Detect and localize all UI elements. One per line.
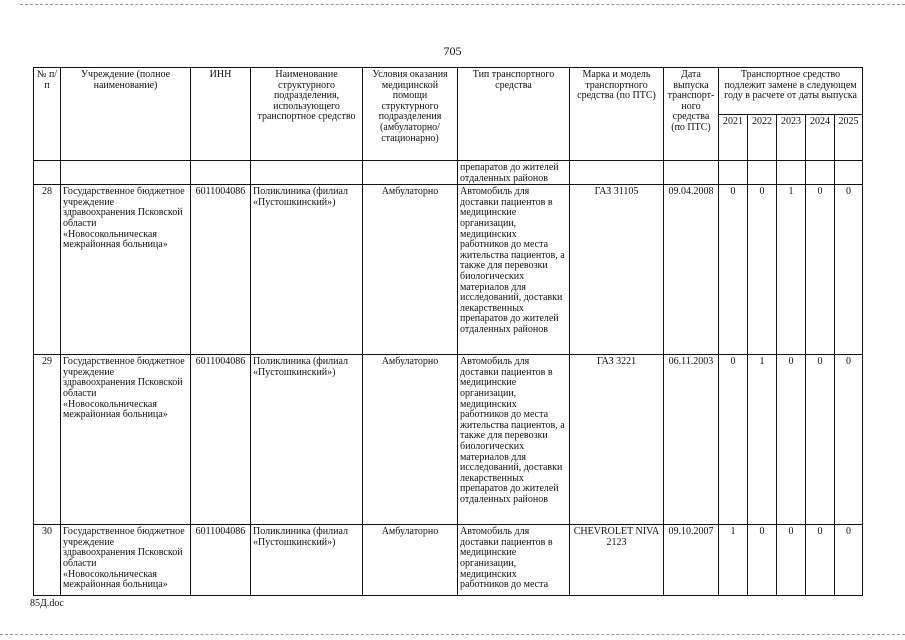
cell-division: Поликлиника (филиал «Пустошкинский»)	[251, 355, 363, 525]
header-num: № п/п	[34, 68, 61, 161]
cell-conditions: Амбулаторно	[363, 185, 458, 355]
file-name-footer: 85Д.doc	[30, 598, 64, 609]
cell-conditions: Амбулаторно	[363, 525, 458, 596]
cell-vehicle-type: препаратов до жителей отдаленных районов	[458, 161, 570, 185]
cell-make-model: CHEVROLET NIVA 2123	[570, 525, 664, 596]
header-vehicle-type: Тип транспортного средства	[458, 68, 570, 161]
header-conditions: Условия оказания медицинской помощи структурного подразделения (амбулаторно/ стационарно)	[363, 68, 458, 161]
cell-vehicle-type: Автомобиль для доставки пациентов в медицинские организации, медицинских работников до места жительства пациентов, а также для перевозки биологических материалов для исследований, доставки лекарственных препаратов до жителей отдаленных районов	[458, 185, 570, 355]
cell-release-date: 06.11.2003	[664, 355, 719, 525]
cell-division: Поликлиника (филиал «Пустошкинский»)	[251, 185, 363, 355]
header-year-2021: 2021	[719, 115, 748, 161]
cell-year-2025: 0	[835, 355, 863, 525]
scan-edge-bottom	[0, 634, 905, 635]
header-year-2022: 2022	[748, 115, 777, 161]
header-replacement: Транспортное средство подлежит замене в следующем году в расчете от даты выпуска	[719, 68, 863, 115]
cell-year-2024: 0	[806, 355, 835, 525]
cell-year-2022: 1	[748, 355, 777, 525]
cell-year-2023: 1	[777, 185, 806, 355]
cell-num: 30	[34, 525, 61, 596]
cell-num: 29	[34, 355, 61, 525]
cell-inn: 6011004086	[191, 185, 251, 355]
cell-year-2025: 0	[835, 185, 863, 355]
cell-conditions: Амбулаторно	[363, 355, 458, 525]
cell-institution: Государственное бюджетное учреждение здравоохранения Псковской области «Новосокольническая межрайонная больница»	[61, 525, 191, 596]
header-make-model: Марка и модель транспортного средства (по ПТС)	[570, 68, 664, 161]
page-number: 705	[443, 44, 462, 58]
cell-release-date: 09.04.2008	[664, 185, 719, 355]
vehicle-table	[33, 67, 863, 596]
cell-division: Поликлиника (филиал «Пустошкинский»)	[251, 525, 363, 596]
cell-vehicle-type: Автомобиль для доставки пациентов в медицинские организации, медицинских работников до места жительства пациентов, а также для перевозки биологических материалов для исследований, доставки лекарственных препаратов до жителей отдаленных районов	[458, 355, 570, 525]
scan-edge-top	[20, 4, 905, 5]
cell-year-2023: 0	[777, 525, 806, 596]
cell-year-2025: 0	[835, 525, 863, 596]
header-institution: Учреждение (полное наименование)	[61, 68, 191, 161]
header-release-date: Дата выпуска транспорт- ного средства (по ПТС)	[664, 68, 719, 161]
cell-year-2021: 0	[719, 355, 748, 525]
cell-year-2024: 0	[806, 525, 835, 596]
cell-year-2024: 0	[806, 185, 835, 355]
header-year-2025: 2025	[835, 115, 863, 161]
cell-vehicle-type: Автомобиль для доставки пациентов в медицинские организации, медицинских работников до места	[458, 525, 570, 596]
cell-release-date: 09.10.2007	[664, 525, 719, 596]
table-row	[34, 355, 863, 525]
table-row	[34, 525, 863, 596]
header-inn: ИНН	[191, 68, 251, 161]
header-year-2023: 2023	[777, 115, 806, 161]
cell-num: 28	[34, 185, 61, 355]
cell-year-2023: 0	[777, 355, 806, 525]
cell-make-model: ГАЗ 3221	[570, 355, 664, 525]
cell-year-2022: 0	[748, 185, 777, 355]
cell-institution: Государственное бюджетное учреждение здравоохранения Псковской области «Новосокольническая межрайонная больница»	[61, 185, 191, 355]
table-row-continuation	[34, 161, 863, 185]
cell-institution: Государственное бюджетное учреждение здравоохранения Псковской области «Новосокольническая межрайонная больница»	[61, 355, 191, 525]
cell-year-2022: 0	[748, 525, 777, 596]
cell-year-2021: 1	[719, 525, 748, 596]
cell-year-2021: 0	[719, 185, 748, 355]
cell-inn: 6011004086	[191, 355, 251, 525]
cell-make-model: ГАЗ 31105	[570, 185, 664, 355]
header-division: Наименование структурного подразделения, использующего транспортное средство	[251, 68, 363, 161]
table-row	[34, 185, 863, 355]
cell-inn: 6011004086	[191, 525, 251, 596]
header-year-2024: 2024	[806, 115, 835, 161]
